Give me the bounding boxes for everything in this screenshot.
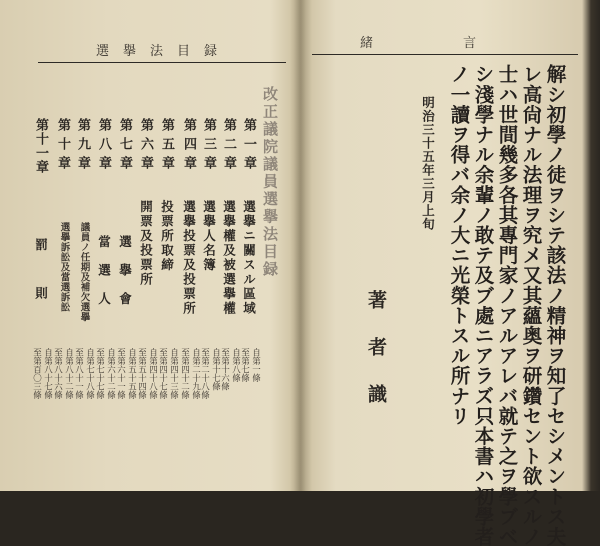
preface-line: レ高尙ナル法理ヲ究メ又其蘊奥ヲ研鑽セント欲スルノ	[519, 64, 543, 546]
article-range-end: 至第四十二條	[179, 348, 190, 399]
book-gutter	[290, 0, 312, 491]
left-page-header: 選擧法目録	[96, 44, 232, 59]
article-range-start: 自第六十二條	[105, 348, 116, 399]
article-range-end: 至第六十一條	[115, 348, 126, 399]
chapter-number: 第二章	[221, 118, 236, 175]
chapter-title: 選擧投票及投票所	[181, 200, 197, 316]
right-page-header: 緒言	[360, 36, 567, 51]
article-range-end: 至第四十七條	[157, 348, 168, 399]
chapter-number: 第九章	[75, 118, 90, 175]
chapter-number: 第六章	[138, 118, 153, 175]
chapter-title: 選擧會	[117, 235, 133, 321]
toc-title: 改正議院議員選擧法目録	[261, 86, 279, 279]
article-range-start: 自第四十三條	[168, 348, 179, 399]
article-range-end: 至第八十六條	[52, 348, 63, 399]
article-range-start: 自第七十八條	[84, 348, 95, 399]
chapter-number: 第十一章	[33, 118, 48, 174]
preface-date: 明治三十五年三月上旬	[420, 96, 436, 231]
article-range-start: 自第八條	[230, 348, 241, 382]
article-range-end: 至第八十一條	[73, 348, 84, 399]
chapter-title: 選擧權及被選擧權	[221, 200, 237, 316]
article-range-end: 至第七條	[239, 348, 250, 382]
article-range-end: 至第七十七條	[94, 348, 105, 399]
right-header-rule	[312, 54, 578, 55]
article-range-start: 自第十七條	[210, 348, 221, 391]
chapter-number: 第七章	[117, 118, 132, 175]
article-range-start: 自第二十九條	[190, 348, 201, 399]
article-range-start: 自第八十二條	[63, 348, 74, 399]
preface-line: ノ一讀ヲ得バ余ノ大ニ光榮トスル所ナリ	[447, 64, 471, 426]
left-header-rule	[38, 62, 286, 63]
article-range-start: 自第五十五條	[126, 348, 137, 399]
chapter-title: 投票所取締	[159, 200, 175, 273]
preface-line: シ淺學ナル余輩ノ敢テ及ブ處ニアラズ只本書ハ初學者	[471, 64, 495, 546]
chapter-title: 當選人	[96, 235, 112, 321]
article-range-start: 自第四十八條	[147, 348, 158, 399]
chapter-title: 選擧訴訟及當選訴訟	[58, 222, 70, 312]
chapter-number: 第四章	[181, 118, 196, 175]
chapter-number: 第八章	[96, 118, 111, 175]
chapter-title: 選擧人名簿	[201, 200, 217, 273]
chapter-title: 議員ノ任期及補欠選擧	[78, 222, 90, 322]
preface-line: 解シ初學ノ徒ヲシテ該法ノ精神ヲ知了セシメントス夫	[543, 64, 567, 546]
author-signature: 著者識	[365, 290, 387, 431]
chapter-title: 罰則	[33, 238, 49, 335]
chapter-number: 第一章	[241, 118, 256, 175]
chapter-title: 開票及投票所	[138, 200, 154, 287]
article-range-end: 至第百〇三條	[31, 348, 42, 399]
article-range-start: 自第一條	[250, 348, 261, 382]
article-range-end: 至第十六條	[219, 348, 230, 391]
chapter-number: 第五章	[159, 118, 174, 175]
chapter-number: 第三章	[201, 118, 216, 175]
article-range-start: 自第八十七條	[42, 348, 53, 399]
preface-line: 士ハ世間幾多各其專門家ノアルアレバ就テ之ヲ學ブベ	[495, 64, 519, 546]
article-range-end: 至第二十八條	[199, 348, 210, 399]
chapter-title: 選擧ニ關スル區域	[241, 200, 257, 316]
article-range-end: 至第五十四條	[136, 348, 147, 399]
chapter-number: 第十章	[55, 118, 70, 175]
